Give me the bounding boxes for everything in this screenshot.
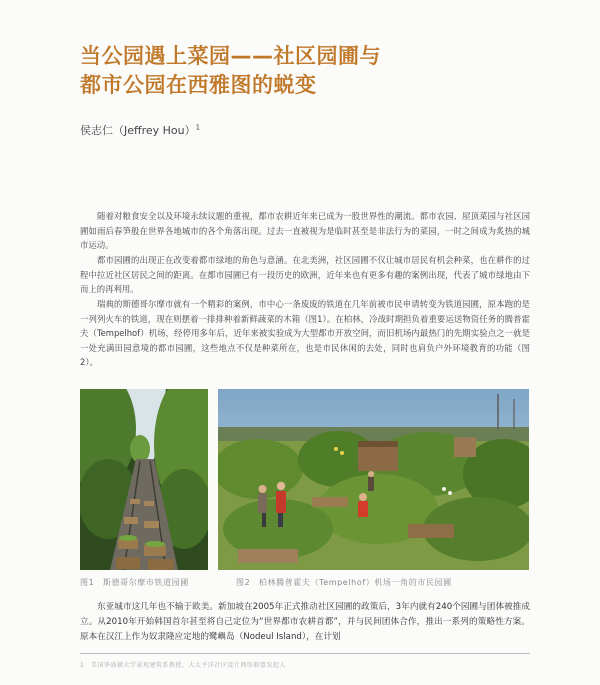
body-paragraph-3: 瑞典的斯德哥尔摩市就有一个精彩的案例，市中心一条废废的铁道在几年前被市民申请转变为铁道园圃，原本跑的是一列列火车的铁道，现在则摆着一排排种着新鲜蔬菜的木箱（图1）。在柏林，冷战时期担负着重要运送物资任务的腾普霍夫（Tempelhof）机场，经停用多年后，近年来被实验成为大型都市开放空间，而旧机场内最热门的先期实验点之一就是一处充满田园意境的都市园圃，这些地点不仅是种菜所在，也是市民休闲的去处，同时也肩负户外环境教育的功能（图2）。: [80, 299, 530, 368]
body-paragraph-4: 东亚城市这几年也不输于欧美。新加坡在2005年正式推动社区园圃的政策后，3年内就有240个园圃与团体被推成立。从2010年开始韩国首尔甚至将自己定位为“世界都市农耕首都”，并与民间团体合作，推出一系列的策略性方案。原本在汉江上作为奴隶隆应定地的鹭嶼岛（Nodeul Island），在计划: [80, 602, 530, 642]
figure-1-caption: 图1 斯德哥尔摩市铁道园圃: [80, 578, 189, 587]
figure-2-image: [218, 389, 529, 570]
figure-2-caption: 图2 柏林腾普霍夫（Tempelhof）机场一角的市民园圃: [236, 578, 452, 587]
figure-2-photo: [218, 389, 529, 570]
author-byline: [80, 122, 200, 138]
title-line-2: 都市公园在西雅图的蜕变: [80, 73, 317, 97]
body-paragraph-1: 随着对粮食安全以及环境永续议题的重视，都市农耕近年来已成为一股世界性的潮流。都市农园、屋顶菜园与社区园圃如雨后春笋般在世界各地城市的各个角落出现。过去一直被视为是临时甚至是非法行为的菜园，一时之间成为炙热的城市运动。: [80, 211, 530, 251]
footnote-divider: [80, 653, 530, 654]
author-name: 侯志仁（Jeffrey Hou）: [80, 124, 196, 137]
article-title: [80, 42, 540, 100]
body-paragraph-2: 都市园圃的出现正在改变着都市绿地的角色与意涵。在北美洲，社区园圃不仅让城市居民有机会种菜，也在耕作的过程中拉近社区居民之间的距离。在都市园圃已有一段历史的欧洲，近年来也有更多有趣的案例出现，代表了城市绿地由下而上的再利用。: [80, 255, 530, 295]
figure-1-photo: [80, 389, 208, 570]
title-line-1: 当公园遇上菜园——社区园圃与: [80, 44, 381, 68]
figure-1-image: [80, 389, 208, 570]
footnote: 1 美国华盛顿大学景观建筑系教授，大太平洋社区设计网络联盟发起人: [80, 662, 286, 669]
author-footnote-mark: 1: [195, 123, 201, 132]
